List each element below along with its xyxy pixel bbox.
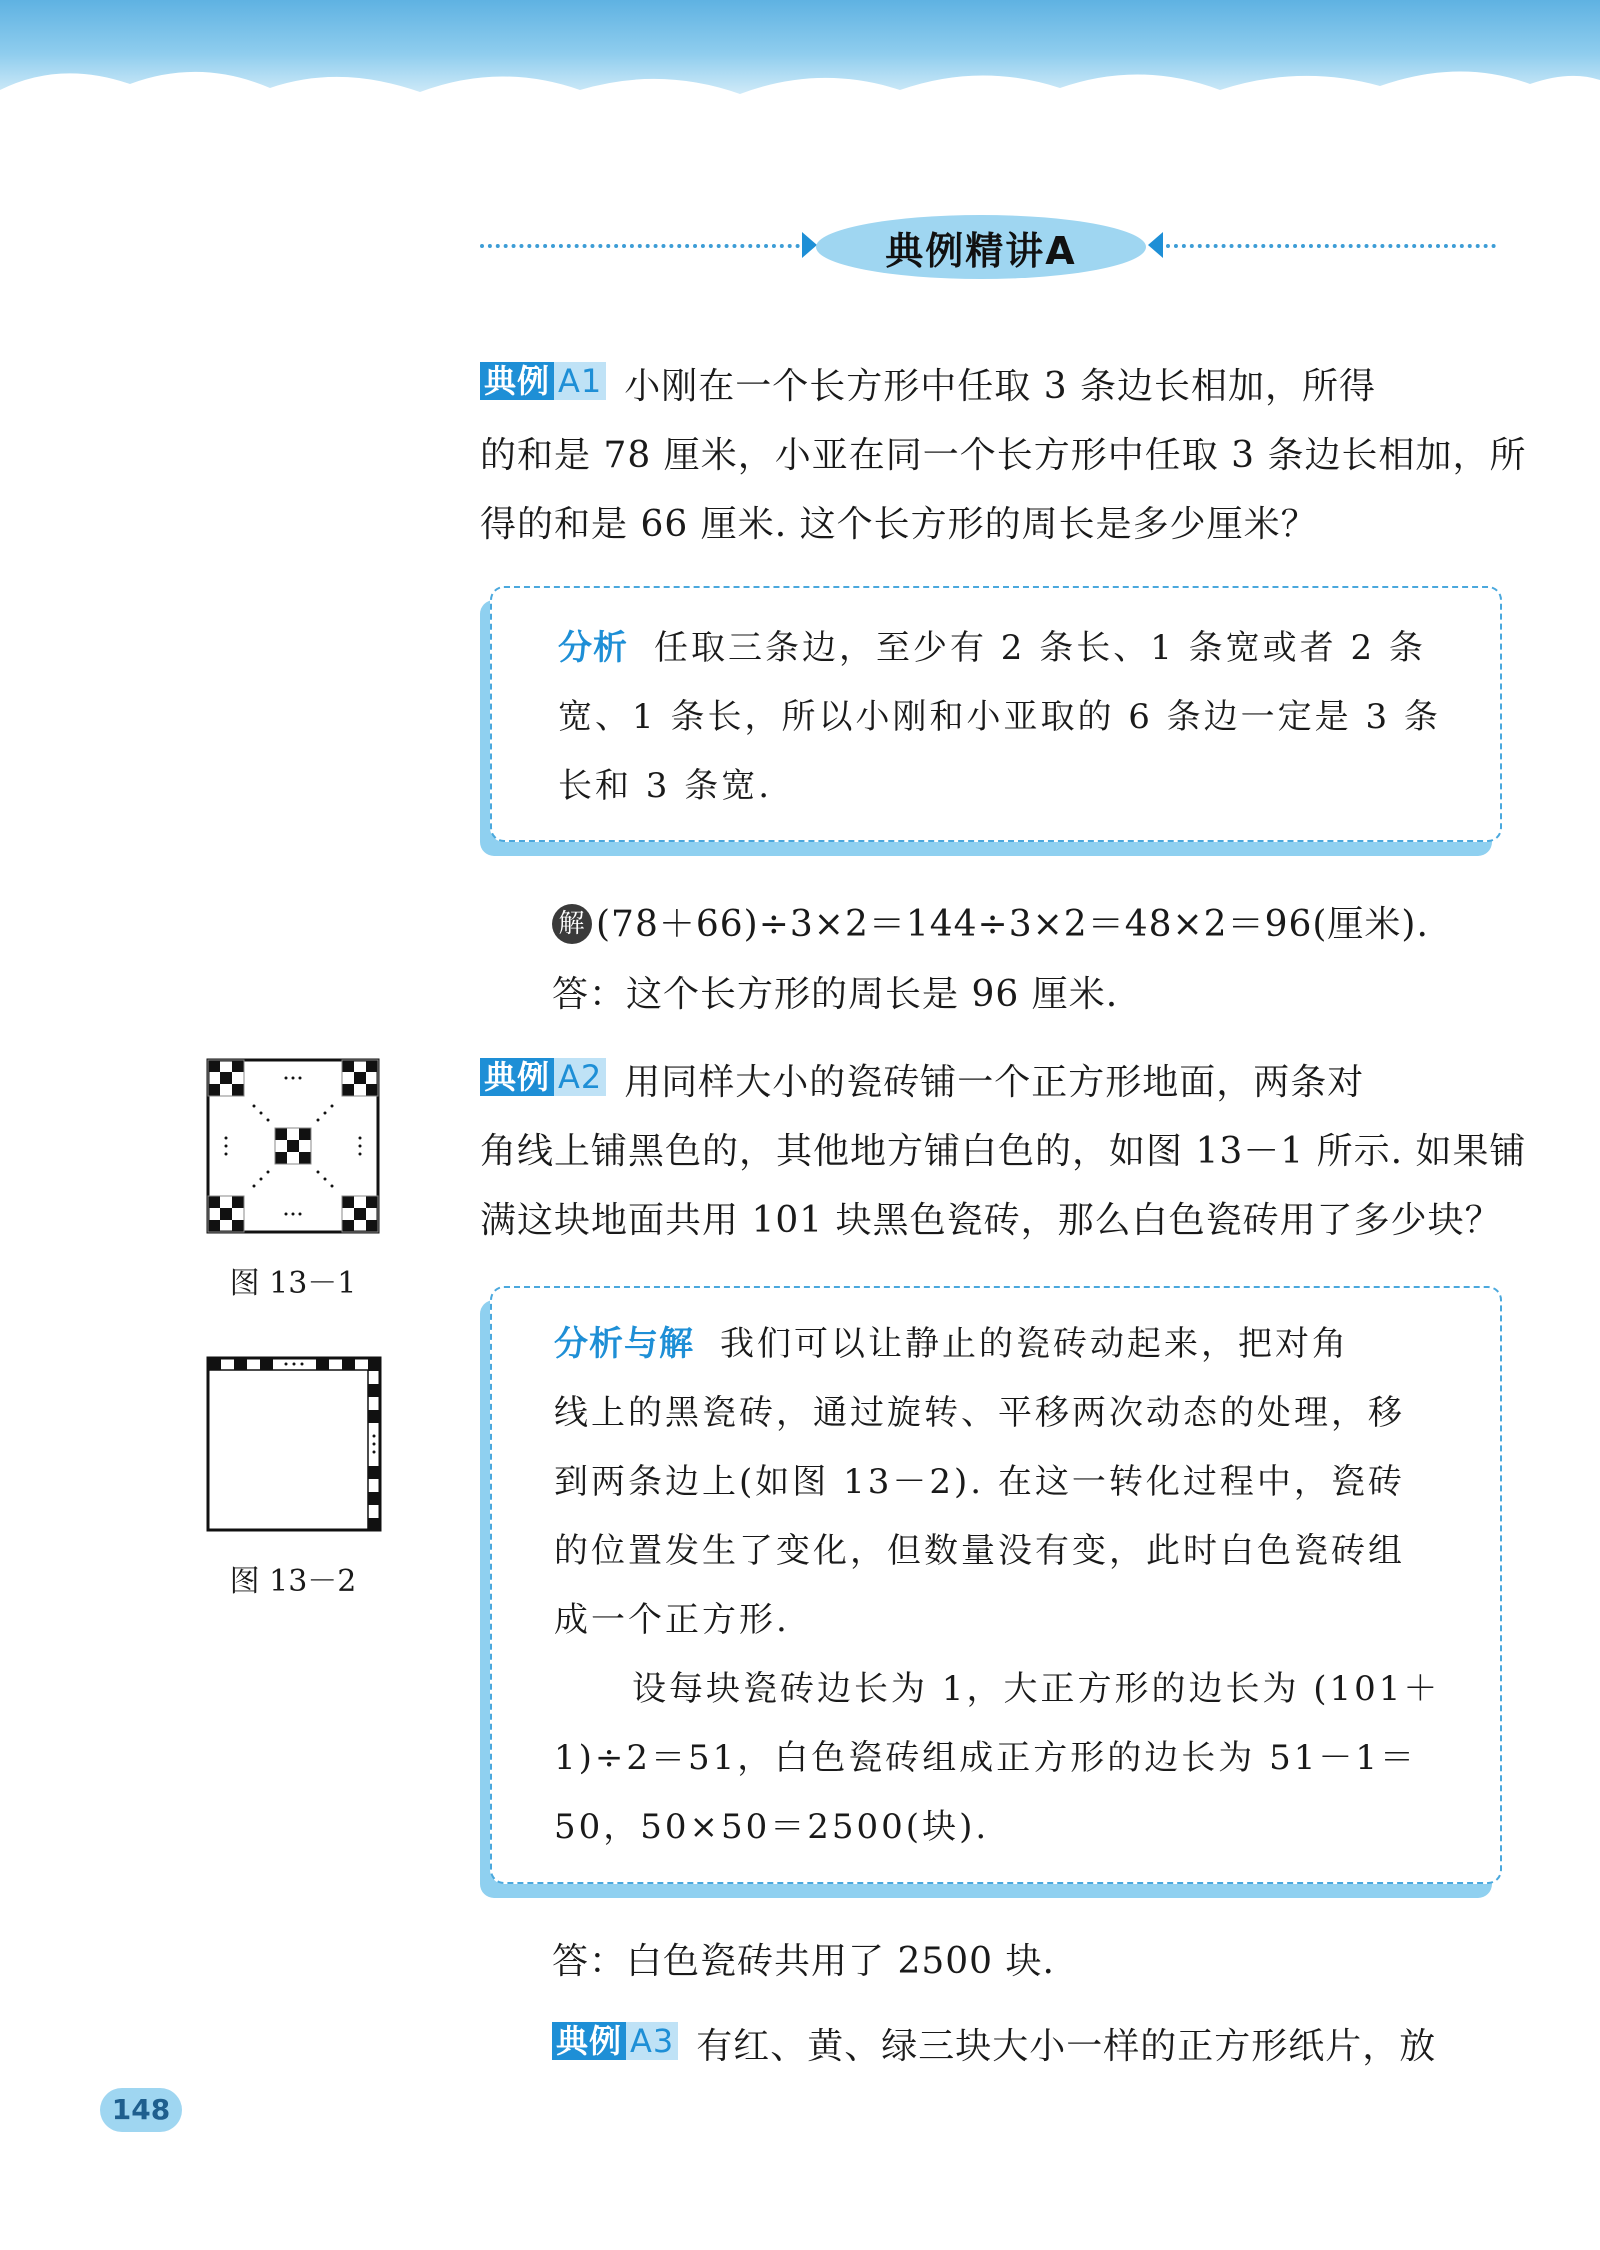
header-arrow-left-icon — [1148, 232, 1163, 258]
analysis-a2-line5: 成一个正方形. — [554, 1600, 790, 1640]
analysis-box-a1 — [490, 586, 1502, 842]
analysis-a2-line1: 分析与解 我们可以让静止的瓷砖动起来，把对角 — [554, 1324, 1349, 1364]
figure-13-2-caption: 图 13－2 — [229, 1564, 357, 1599]
analysis-a1-line2: 宽、1 条长，所以小刚和小亚取的 6 条边一定是 3 条 — [558, 697, 1441, 737]
page-number: 148 — [100, 2088, 182, 2132]
example-a2-line1: 典例 A2 用同样大小的瓷砖铺一个正方形地面，两条对 — [480, 1048, 1364, 1117]
figure-13-2 — [206, 1356, 382, 1532]
answer-a1: 答：这个长方形的周长是 96 厘米. — [552, 974, 1119, 1015]
example-a1-line2: 的和是 78 厘米，小亚在同一个长方形中任取 3 条边长相加，所 — [480, 435, 1527, 476]
example-a2-line2: 角线上铺黑色的，其他地方铺白色的，如图 13－1 所示. 如果铺 — [480, 1131, 1527, 1172]
analysis-solution-label: 分析与解 — [554, 1324, 694, 1364]
header-arrow-right-icon — [802, 232, 817, 258]
analysis-a2-line7: 1)÷2＝51，白色瓷砖组成正方形的边长为 51－1＝ — [554, 1738, 1417, 1778]
analysis-label: 分析 — [558, 628, 628, 668]
example-a2-line3: 满这块地面共用 101 块黑色瓷砖，那么白色瓷砖用了多少块？ — [480, 1200, 1502, 1241]
analysis-a2-line6: 设每块瓷砖边长为 1，大正方形的边长为 (101＋ — [632, 1669, 1441, 1709]
section-title: 典例精讲A — [816, 215, 1146, 279]
analysis-a2-line2: 线上的黑瓷砖，通过旋转、平移两次动态的处理，移 — [554, 1393, 1405, 1433]
solution-a1: 解 (78＋66)÷3×2＝144÷3×2＝48×2＝96(厘米). — [552, 890, 1429, 959]
example-a1-line1: 典例 A1 小刚在一个长方形中任取 3 条边长相加，所得 — [480, 352, 1376, 421]
example-a2-tag: 典例 A2 — [480, 1057, 606, 1097]
example-a3-line1: 典例 A3 有红、黄、绿三块大小一样的正方形纸片，放 — [552, 2012, 1436, 2081]
solution-badge: 解 — [552, 904, 592, 944]
example-a3-tag: 典例 A3 — [552, 2021, 678, 2061]
analysis-a1-line1: 分析 任取三条边，至少有 2 条长、1 条宽或者 2 条 — [558, 628, 1426, 668]
cloud-banner — [0, 0, 1600, 120]
header-dotted-line-left — [480, 244, 800, 248]
analysis-a2-line8: 50，50×50＝2500(块). — [554, 1807, 990, 1847]
cloud-edge — [0, 50, 1600, 120]
example-a1-tag: 典例 A1 — [480, 361, 606, 401]
header-dotted-line-right — [1166, 244, 1496, 248]
analysis-box-a2 — [490, 1286, 1502, 1884]
answer-a2: 答：白色瓷砖共用了 2500 块. — [552, 1941, 1055, 1982]
analysis-a2-line3: 到两条边上(如图 13－2). 在这一转化过程中，瓷砖 — [554, 1462, 1405, 1502]
analysis-a1-line3: 长和 3 条宽. — [558, 766, 773, 806]
figure-13-1 — [206, 1058, 380, 1234]
figure-13-1-caption: 图 13－1 — [229, 1266, 357, 1301]
analysis-a2-line4: 的位置发生了变化，但数量没有变，此时白色瓷砖组 — [554, 1531, 1405, 1571]
example-a1-line3: 得的和是 66 厘米. 这个长方形的周长是多少厘米？ — [480, 504, 1318, 545]
section-header — [480, 205, 1500, 285]
